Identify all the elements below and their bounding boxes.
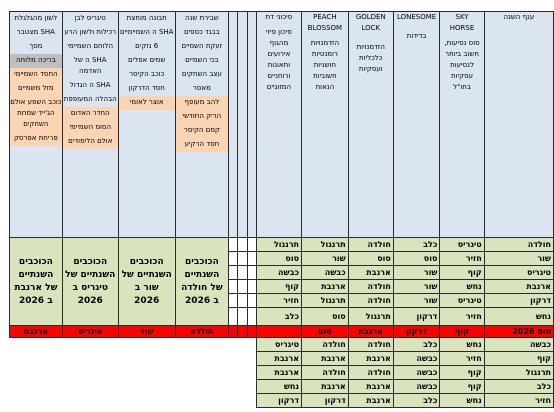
table-row: דרקון טיגריס שור חולדה תרנגול חזיר [10, 294, 554, 308]
header-year-branch[interactable]: ענף השנה [484, 12, 553, 238]
table-row: ארנבת נחש שור חולדה ארנבת קוף [10, 280, 554, 294]
stars-ox-column[interactable]: תבונה מוחצת SHA ה השמיימיים 6 נזקים שמים אפלים כוכב הקיסר חסד הדרקון אוצר לאומי [118, 12, 175, 238]
stars-rat-column[interactable]: שבירת שנה בבגד כספים זעקת השמיים בכי השמיים עצב השחקים מאסר להב מעופף הריק החודשי קסם הקיסר חסד הרקיע [175, 12, 229, 238]
table-row: נחש חזיר דרקון תרנגול סוס כלב [10, 308, 554, 326]
big-green-rabbit[interactable]: הכוכבים השנתיים של ארנבת ב 2026 [10, 238, 63, 326]
header-peach-blossom[interactable]: PEACH BLOSSOM הזדמנויות רומנטיות חושניות חשוביות הנאות [302, 12, 349, 238]
table-row: כלב קוף כבשה ארנבת ארנבת נחש [10, 380, 554, 394]
table-row: חזיר נחש כלב ארנבת דרקון דרקון [10, 394, 554, 408]
big-green-ox[interactable]: הכוכבים השנתיים של שור ב 2026 [118, 238, 175, 326]
stars-tiger-column[interactable]: טיגריס לבן רכילות ולשון הרע הלוחם השמיימי SHA ה של האדמה SHA ה הגדול הבהלה המעופפת החדר האדום הסוס השמיימי אולם הלימודים [62, 12, 118, 238]
header-row [10, 12, 554, 238]
current-year-row: סוס 2026 קוף דרקון ארנבת סוס חולדה שור טיגריס ארנבת [10, 326, 554, 338]
stars-rabbit-column[interactable]: לשון מהגלגלת SHA מצטבר מסך בריכה מלוחה החסד השמיימי מזל משמיים כוכב השפע אולם הג'ייד שמחת השחקים פריחת אפרסק [10, 12, 63, 238]
table-row: חולדה טיגריס כלב חולדה תרנגול תרנגול הכוכבים השנתיים של חולדה ב 2026 הכוכבים השנתיים של שור ב 2026 הכוכבים השנתיים של טיגריס ב 2026 הכוכבים השנתיים של ארנבת ב 2026 [10, 238, 554, 252]
header-religion-risk[interactable]: סיכוני דת סיכון פיזי מהגוף אירועים ותאונות ורוחניים המזוגיים [256, 12, 301, 238]
annual-stars-table [9, 11, 554, 408]
big-green-rat[interactable]: הכוכבים השנתיים של חולדה ב 2026 [175, 238, 229, 326]
table-row: כבשה נחש כלב חולדה חולדה טיגריס [10, 338, 554, 352]
table-row: קוף חזיר כבשה ארנבת ארנבת ארנבת [10, 352, 554, 366]
header-golden-lock[interactable]: GOLDEN LOCK הזדמנויות כלכליות ועסקיות [348, 12, 393, 238]
table-row: שור חזיר סוס סוס שור סוס [10, 252, 554, 266]
table-row: תרנגול קוף כבשה חולדה חולדה ארנבת [10, 366, 554, 380]
big-green-tiger[interactable]: הכוכבים השנתיים של טיגריס ב 2026 [62, 238, 118, 326]
header-sky-horse[interactable]: SKY HORSE סוס נסיעות, חשוב ביותר לנסיעות עסקיות בחו"ל [440, 12, 484, 238]
header-lonesome[interactable]: LONESOME בדידות [393, 12, 440, 238]
table-row: טיגריס קוף שור ארנבת כבשה כבשה [10, 266, 554, 280]
